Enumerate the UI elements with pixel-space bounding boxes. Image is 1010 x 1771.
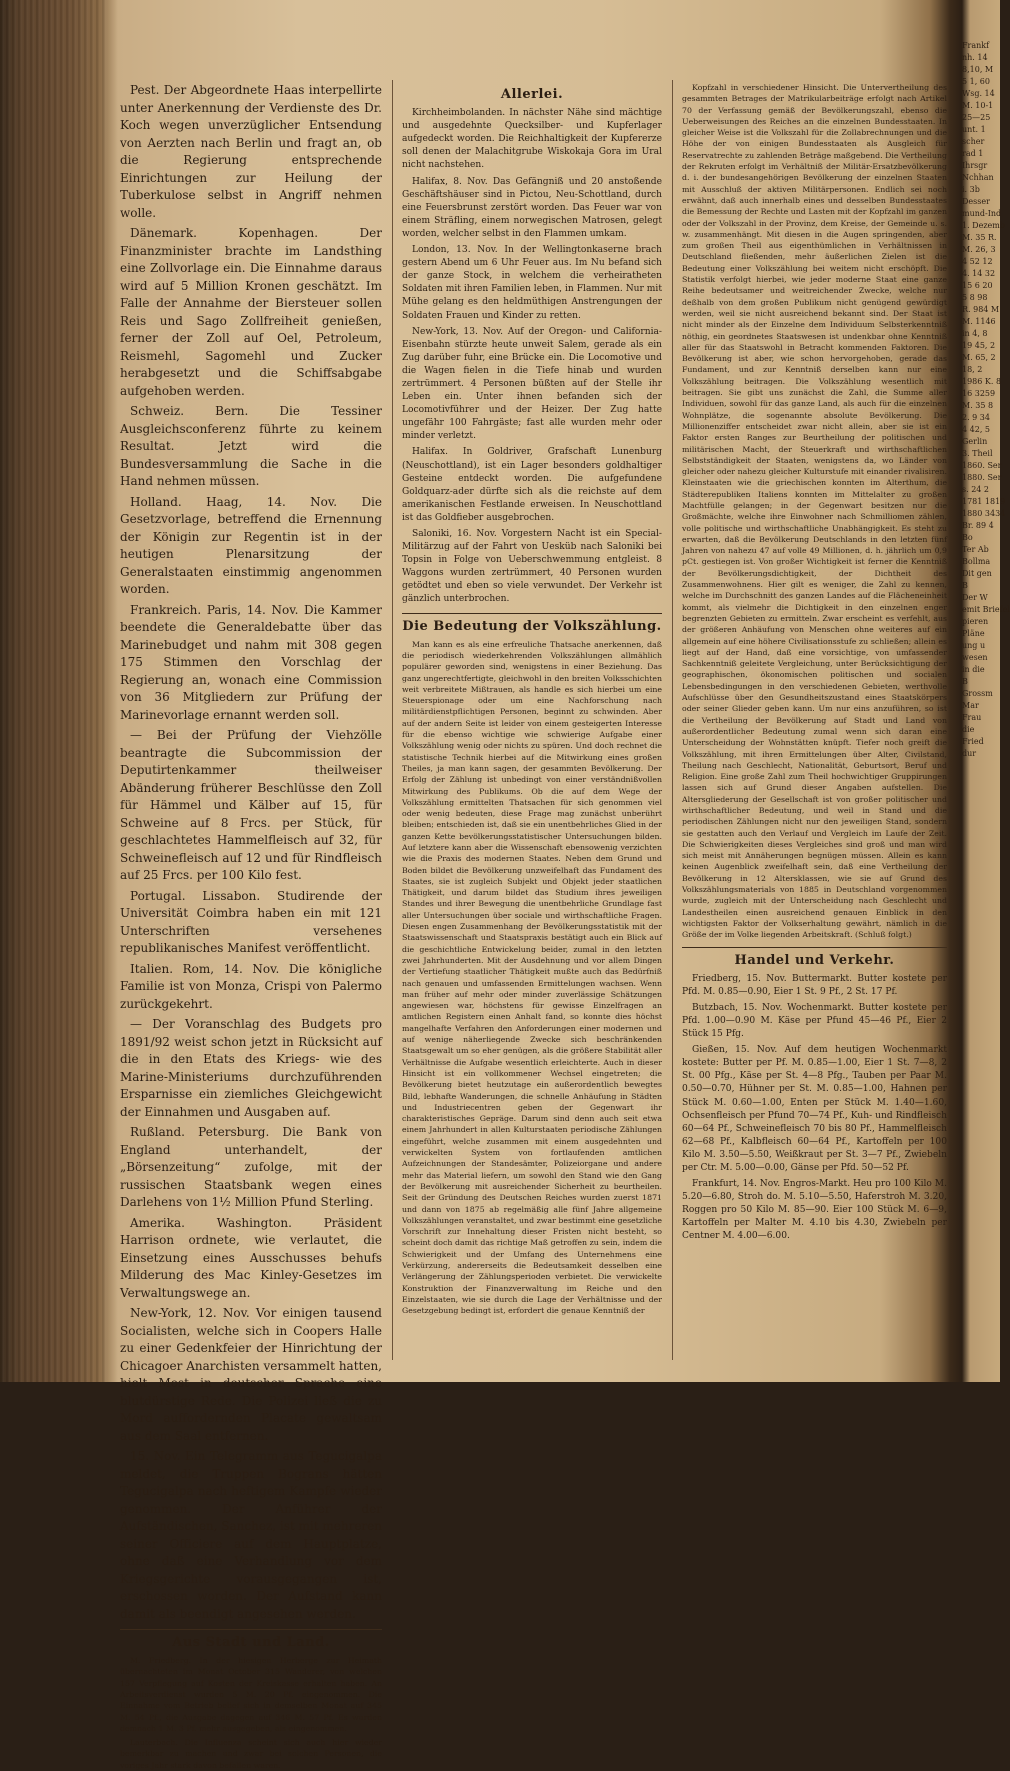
fragment-line: 19 45, 2 — [962, 341, 996, 350]
fragment-line: M. 35 R. — [962, 233, 997, 242]
politics-news — [120, 82, 382, 1623]
miscellany-news — [402, 107, 662, 606]
fragment-line: mund-Ind — [962, 209, 1002, 218]
paragraph: Gießen, 15. Nov. Auf dem heutigen Wochenmarkt kostete: Butter per Pf. M. 0.85—1.00, Eier 1 St. 7—8, 2 St. 00 Pfg., Käse per St. 4—8 Pfg., Tauben per Paar M. 0.50—0.70, Hühner per St. M. 0.85—1.00, Hahnen per Stück M. 0.60—1.00, Enten per Stück M. 1.40—1.60, Ochsenfleisch per Pfund 70—74 Pf., Kuh- und Rindfleisch 60—64 Pf., Schweinefleisch 70 bis 80 Pf., Hammelfleisch 62—68 Pf., Kalbfleisch 60—64 Pf., Kartoffeln per 100 Kilo M. 3.50—5.50, Weißkraut per St. 3—7 Pf., Zwiebeln per Ctr. M. 5.00—0.00, Gänse per Pfd. 50—52 Pf. — [682, 1045, 947, 1173]
paragraph: — Bei der Prüfung der Viehzölle beantragte die Subcommission der Deputirtenkammer theilweiser Abänderung früherer Beschlüsse den Zoll für Hämmel und Kälber auf 15, für Schweine auf 8 Frcs. per Stück, für geschlachtetes Hammelfleisch auf 32, für Schweinefleisch auf 12 und für Rindfleisch auf 25 Frcs. per 100 Kilo fest. — [120, 728, 382, 882]
paragraph: Frankfurt, 14. Nov. Engros-Markt. Heu pro 100 Kilo M. 5.20—6.80, Stroh do. M. 5.10—5.50, Haferstroh M. 3.20, Roggen pro 50 Kilo M. 85—90. Eier 100 Stück M. 6—9, Kartoffeln per Malter M. 4.10 bis 4.30, Zwiebeln per Centner M. 4.00—6.00. — [682, 1179, 947, 1242]
census-article — [402, 639, 662, 1317]
fragment-line: 1781 1819 — [962, 497, 1006, 506]
paragraph: Butzbach, 15. Nov. Wochenmarkt. Butter kostete per Pfd. 1.00—0.90 M. Käse per Pfund 45—46 Pf., Eier 2 Stück 15 Pfg. — [682, 1002, 947, 1040]
fragment-line: 1860. Ser — [962, 461, 1002, 470]
market-reports — [682, 973, 947, 1244]
local-news — [120, 1655, 382, 1771]
fragment-line: 16 3259 — [962, 389, 996, 398]
paragraph: Friedberg, 15. Nov. Buttermarkt. Butter kostete per Pfd. M. 0.85—0.90, Eier 1 St. 9 Pf., 2 St. 17 Pf. — [682, 973, 947, 997]
book-binding — [0, 0, 108, 1382]
fragment-line: pieren — [962, 617, 989, 626]
fragment-line: 4. 14 32 — [962, 269, 996, 278]
census-article-continued — [682, 82, 947, 941]
fragment-line: M. 26, 3 — [962, 245, 996, 254]
paragraph: New-York, 12. Nov. Vor einigen tausend Socialisten, welche sich in Coopers Halle zu einer Gedenkfeier der Hinrichtung der Chicagoer Anarchisten versammelt hatten, hielt Most in deutscher Sprache eine blutdürstige Rede. Die Polizei ließ die zu Mord auffordernden Placate gewaltsam aus dem Saal entfernen. — [120, 1306, 382, 1443]
fragment-line: M. 10-1 — [962, 101, 994, 110]
paragraph: Kopfzahl in verschiedener Hinsicht. Die Untervertheilung des gesammten Betrages der Matrikularbeiträge erfolgt nach Artikel 70 der Verfassung gemäß der Bevölkerungszahl, ebenso die Ueberweisungen des Reiches an die einzelnen Bundesstaaten. In gleicher Weise ist die Volkszahl für die Zollabrechnungen und die Höhe der von einigen Bundesstaaten als Ausgleich für Reservatrechte zu zahlenden Beträge maßgebend. Die Vertheilung der Rekruten erfolgt im Verhältniß der Militär-Ersatzbevölkerung d. i. der bundesangehörigen Bevölkerung der einzelnen Staaten mit Ausschluß der aktiven Militärpersonen. Endlich sei noch erwähnt, daß auch innerhalb eines und desselben Bundesstaates die Bemessung der Rechte und Lasten mit der Kopfzahl im ganzen oder der Volkszahl in der Provinz, dem Kreise, der Gemeinde u. s. w. zusammenhängt. Mit diesen in die Augen springenden, aber zum großen Theil aus eigenthümlichen in Verhältnissen in Deutschland fließenden, mehr äußerlichen Zielen ist die Bedeutung einer Volkszählung bei weitem nicht erschöpft. Die Statistik verfolgt hierbei, wie jeder moderne Staat eine ganze Reihe bedeutsamer und weitreichender Zwecke, welche nur deßhalb von dem großen Publikum nicht genügend gewürdigt werden, weil sie nicht ausreichend bekannt sind. Der Staat ist nicht minder als der Einzelne dem Individuum Selbsterkenntniß nöthig, ein geordnetes Staatswesen ist undenkbar ohne Kenntniß aller für das Staatswohl in Betracht kommenden Faktoren. Die Bevölkerung ist aber, wie schon hervorgehoben, gerade das Fundament, und zur Kenntniß derselben kann nur eine Volkszählung beitragen. Die Volkszählung wesentlich mit beitragen. Sie gibt uns zunächst die Zahl, die Summe aller Individuen, sowohl für das ganze Land, als auch für die einzelnen Wohnplätze, die sogenannte absolute Bevölkerung. Die Millionenziffer entscheidet zwar nicht allein, aber sie ist ein Faktor ersten Ranges zur Beurtheilung der politischen und militärischen Macht, der Steuerkraft und wirthschaftlichen Selbstständigkeit der Staaten, wenigstens da, wo Länder von gleicher oder nahezu gleicher Kulturstufe mit einander rivalisiren. Kleinstaaten wie die griechischen konnten im Alterthum, die Städterepubliken Italiens konnten im Mittelalter zu großen Machtfülle gelangen; in der Gegenwart besitzen nur die Großmächte, welche ihre Einwohner nach Schmilliomen zählen, volle politische und wirthschaftliche Unabhängigkeit. Es steht zu erwarten, daß die Bevölkerung Deutschlands in den letzten fünf Jahren von nahezu 47 auf volle 49 Millionen, d. h. jährlich um 0,9 pCt. gestiegen ist. Von großer Wichtigkeit ist ferner die Kenntniß der Bevölkerungsdichtigkeit, der Dichtheit des Zusammenwohnens. Hier gilt es weniger, die Zahl zu kennen, welche im Durchschnitt des ganzen Landes auf die Flächeneinheit kommt, als vielmehr die Dichtigkeit in den einzelnen enger begrenzten Gebieten zu ermitteln. Zwar erscheint es verfehlt, aus der größeren Anhäufung von Menschen ohne weiteres auf ein allgemein auf eine höhere Civilisationsstufe zu schließen; allein es liegt auf der Hand, daß eine vorsichtige, von umfassender Sachkenntniß geleitete Vergleichung, unter Berücksichtigung der geographischen, ökonomischen politischen und socialen Lebensbedingungen in den verschiedenen Gebieten, werthvolle Aufschlüsse über den Gesundheitszustand eines Staatskörpers oder seiner Glieder geben kann. Um nur eins anzuführen, so ist die Vertheilung der Bevölkerung auf Stadt und Land von außerordentlicher Bedeutung zumal wenn sich daran eine Unterscheidung der Wohnstätten knüpft. Tiefer noch greift die Volkszählung, mit ihren Ermittelungen über Alter, Civilstand, Theilung nach Geschlecht, Nationalität, Geburtsort, Beruf und Religion. Eine große Zahl zum Theil hochwichtiger Gruppirungen lassen sich auf Grund dieser Angaben aufstellen. Die Altersgliederung der Gesellschaft ist von großer politischer und wirthschaftlicher Bedeutung, und weil in Stand und die periodischen Zählungen nicht nur den jeweiligen Stand, sondern sie gestatten auch den Verlauf und Vergleich im Laufe der Zeit. Die Schwierigkeiten dieses Vergleiches sind groß und man wird sich meist mit Annäherungen begnügen müssen. Allein es kann keinen Augenblick zweifelhaft sein, daß eine Vertheilung der Bevölkerung in 12 Altersklassen, wie sie auf Grund des Volkszählungsmaterials von 1885 in Deutschland vorgenommen wurde, zugleich mit der Unterscheidung nach Geschlecht und Landestheilen einen ausreichend genauen Einblick in den wichtigsten Faktor der Volkserhaltung gewährt, nämlich in die Größe der im Volke liegenden Arbeitskraft. (Schluß folgt.) — [682, 83, 947, 940]
fragment-line: B — [962, 677, 968, 686]
fragment-line: Ihrsgr — [962, 161, 988, 170]
fragment-line: in die — [962, 665, 985, 674]
fragment-line: 5 1, 60 — [962, 77, 990, 86]
adjacent-page-fragment — [962, 40, 1010, 1382]
fragment-line: Ter Ab — [962, 545, 989, 554]
newspaper-page — [112, 70, 950, 1770]
fragment-line: dur — [962, 749, 977, 758]
fragment-line: R. 984 M — [962, 305, 1000, 314]
section-divider — [682, 947, 947, 948]
paragraph: Lauterbach. Die Influenza scheint sich auch hier wieder bemerkbar zu machen und zwar bei solchen Personen, die voriges Jahr stark davon befallen waren. — [120, 1738, 382, 1770]
fragment-line: Pläne — [962, 629, 985, 638]
column-census-trade — [682, 82, 947, 1368]
fragment-line: 1880 3434 — [962, 509, 1006, 518]
fragment-line: die — [962, 725, 975, 734]
fragment-line: Der W — [962, 593, 988, 602]
paragraph: Amerika. Washington. Präsident Harrison ordnete, wie verlautet, die Einsetzung eines Ausschusses behufs Milderung des Mac Kinley-Gesetzes im Verwaltungswege an. — [120, 1215, 382, 1300]
fragment-line: Frankf — [962, 41, 990, 50]
fragment-line: 3. Theil — [962, 449, 993, 458]
paragraph: Dänemark. Kopenhagen. Der Finanzminister brachte im Landsthing eine Zollvorlage ein. Die Einnahme daraus wird auf 5 Million Kronen geschätzt. Im Falle der Annahme der Biersteuer sollen Reis und Sago Zollfreiheit genießen, ferner der Zoll auf Oel, Petroleum, Reismehl, Sagomehl und Zucker herabgesetzt und die Schiffsabgabe aufgehoben werden. — [120, 226, 382, 398]
column-rule — [672, 80, 673, 1360]
paragraph: Schweiz. Bern. Die Tessiner Ausgleichsconferenz führte zu keinem Resultat. Jetzt wird die Bundesversammlung die Sache in die Hand nehmen müssen. — [120, 404, 382, 488]
fragment-line: 5 8 98 — [962, 293, 988, 302]
fragment-line: 1880. Ser — [962, 473, 1002, 482]
fragment-line: Br. 89 4 — [962, 521, 994, 530]
paragraph: 15. Nov. Ein Telegramm aus Tegucigalpa meldet, die Truppen Bograns hätten Tegucigalpa nach heftigem Kampfe wieder genommen. Der Anführer der Aufständischen, Sanchez, ist mit mehreren seiner Officiere auf dem Hauptplatze, ohne daß eine Verhandlung vor dem Kriegsgerichte vorausgegangen ist, erschossen worden. Der Aufstand kann damit als beendigt angesehen werden. — [120, 1449, 382, 1621]
fragment-line: Wsg. 14 — [962, 89, 995, 98]
paragraph: New-York, 13. Nov. Auf der Oregon- und California-Eisenbahn stürzte heute unweit Salem, gerade als ein Zug darüber fuhr, eine Brücke ein. Die Locomotive und die Wagen fielen in die Tiefe hinab und wurden zertrümmert. 4 Personen büßten auf der Stelle ihr Leben ein. Unter ihnen befanden sich der Locomotivführer und der Heizer. Der Zug hatte ungefähr 100 Fahrgäste; fast alle wurden mehr oder minder verletzt. — [402, 326, 662, 442]
fragment-line: 1986 K. 8 — [962, 377, 1002, 386]
paragraph: Halifax. In Goldriver, Grafschaft Lunenburg (Neuschottland), ist ein Lager besonders goldhaltiger Gesteine entdeckt worden. Die aufgefundene Goldquarz-ader dürfte sich als die reichste auf dem amerikanischen Festlande erweisen. In Neuschottland ist das Goldfieber ausgebrochen. — [402, 447, 662, 523]
fragment-line: Frau — [962, 713, 982, 722]
fragment-line: Mar — [962, 701, 979, 710]
fragment-line: B — [962, 581, 968, 590]
fragment-line: 15 6 20 — [962, 281, 993, 290]
fragment-line: s. 24 2 — [962, 485, 990, 494]
fragment-line: 25—25 — [962, 113, 991, 122]
fragment-line: 2. 9 34 — [962, 413, 990, 422]
column-rule — [392, 80, 393, 1360]
fragment-line: Bo — [962, 533, 973, 542]
fragment-line: 4 42, 5 — [962, 425, 990, 434]
heading-trade: Handel und Verkehr. — [734, 952, 895, 968]
paragraph: M. Friedberg. In der hiesigen Herberge zur Heimath übernachteten im Monat October 315 Wanderer, von welchen 157 Verpflegung auf Kosten der Kreiskasse erhalten haben. An Arbeitsverdienst wurden 5 M. 20 Pf. eingenommen. Die Einnahme vom Betrieb belief sich in demselben Monat auf 345 M. 54 Pf., die Ausgabe dagegen auf 346 M. 57 Pf. Es wurden demnach 1 M. 3 Pf. mehr ausgegeben, als eingenommen. — [120, 1656, 382, 1733]
paragraph: Portugal. Lissabon. Studirende der Universität Coimbra haben ein mit 121 Unterschriften versehenes republikanisches Manifest veröffentlicht. — [120, 888, 382, 955]
fragment-line: Fried — [962, 737, 984, 746]
fragment-line: 4 52 12 — [962, 257, 993, 266]
fragment-line: scher — [962, 137, 985, 146]
paragraph: Man kann es als eine erfreuliche Thatsache anerkennen, daß die periodisch wiederkehrenden Volkszählungen allmählich populärer geworden sind, wenigstens in einer Beziehung. Das ganz ungerechtfertigte, gleichwohl in den breiten Volksschichten weit verbreitete Mißtrauen, als handle es sich hierbei um eine Steuerspionage oder um eine Nachforschung nach militärdienstpflichtigen Personen, beginnt zu schwinden. Aber auf der andern Seite ist leider von einem gesteigerten Interesse für die ebenso wichtige wie schwierige Aufgabe einer Volkszählung wenig oder nichts zu spüren. Und doch rechnet die statistische Technik hierbei auf die Mitwirkung eines großen Theiles, ja man kann sagen, der gesammten Bevölkerung. Der Erfolg der Zählung ist unbedingt von einer verständnißvollen Mitwirkung des Publikums. Ob die auf dem Wege der Volkszählung ermittelten Thatsachen für sich genommen viel oder wenig bedeuten, diese Frage mag zunächst unberührt bleiben; entschieden ist, daß sie ein unentbehrliches Glied in der ganzen Kette bevölkerungsstatistischer Untersuchungen bilden. Auf letztere kann aber die Wissenschaft ebensowenig verzichten wie die Praxis des modernen Staates. Neben dem Grund und Boden bildet die Bevölkerung unzweifelhaft das Fundament des Staates, sie ist zugleich Subjekt und Objekt jeder staatlichen Thätigkeit, und darum bildet das Studium ihres jeweiligen Standes und ihrer Bewegung die unentbehrliche Grundlage fast aller Untersuchungen über sociale und wirthschaftliche Fragen. Diesen engen Zusammenhang der Bevölkerungsstatistik mit der Staatswissenschaft und Staatspraxis bestätigt auch ein Blick auf die geschichtliche Entwickelung beider, zumal in den letzten zwei Jahrhunderten. Mit der Ausdehnung und vor allem Dingen der Vertiefung staatlicher Thätigkeit mußte auch das Bedürfniß nach genauen und umfassenden Ermittelungen wachsen. Wenn man früher auf mehr oder minder zuverlässige Schätzungen angewiesen war, höchstens für gewisse Einzelfragen an amtlichen Registern einen Anhalt fand, so konnte dies höchst mangelhafte Verfahren den Anforderungen einer modernen und auf wenige näherliegende Zwecke sich beschränkenden Staatsgewalt um so eher genügen, als die größere Stabilität aller Verhältnisse die Aufgabe wesentlich erleichterte. Auch in dieser Hinsicht ist ein vollkommener Wechsel eingetreten; die Bevölkerung bietet heutzutage ein außerordentlich bewegtes Bild, lebhafte Wanderungen, die schnelle Anhäufung in Städten und Industriecentren geben der Gegenwart ihr charakteristisches Gepräge. Darum sind denn auch seit etwa einem Jahrhundert in allen Kulturstaaten periodische Zählungen eingeführt, welche zusammen mit einem ausgedehnten und verwickelten System von fortlaufenden amtlichen Aufzeichnungen der Standesämter, Polizeiorgane und andere mehr das Material liefern, um sowohl den Stand wie den Gang der Bevölkerung mit ausreichender Sicherheit zu beurtheilen. Seit der Gründung des Deutschen Reiches wurden zuerst 1871 und dann von 1875 ab regelmäßig alle fünf Jahre allgemeine Volkszählungen veranstaltet, und zwar bestimmt eine gesetzliche Vorschrift zur Innehaltung dieser Fristen nicht besteht, so scheint doch damit das richtige Maß getroffen zu sein, indem die Schwierigkeit und der Umfang des Unternehmens eine Verkürzung, andererseits die Bedeutsamkeit desselben eine Verlängerung der Zählungsperioden verbietet. Die verwickelte Konstruktion der Finanzverwaltung im Reiche und den Einzelstaaten, wie sie durch die Lage der Verhältnisse und der Gesetzgebung bedingt ist, erfordert die genaue Kenntniß der — [402, 639, 662, 1316]
fragment-line: M. 1146 — [962, 317, 996, 326]
fragment-line: Bollma — [962, 557, 991, 566]
section-divider — [120, 1629, 382, 1630]
fragment-line: wesen — [962, 653, 988, 662]
fragment-line: rad 1 — [962, 149, 984, 158]
heading-census: Die Bedeutung der Volkszählung. — [402, 618, 662, 634]
paragraph: — Der Voranschlag des Budgets pro 1891/92 weist schon jetzt in Rücksicht auf die in den Etats des Kriegs- wie des Marine-Ministeriums durchzuführenden Ersparnisse ein ziemliches Gleichgewicht der Einnahmen und Ausgaben auf. — [120, 1017, 382, 1119]
paragraph: Saloniki, 16. Nov. Vorgestern Nacht ist ein Special-Militärzug auf der Fahrt von Uesküb nach Saloniki bei Topsin in Folge von Ueberschwemmung entgleist. 8 Waggons wurden zertrümmert, 40 Personen wurden getödtet und eben so viele verwundet. Der Verkehr ist gänzlich unterbrochen. — [402, 529, 662, 605]
fragment-line: Grossm — [962, 689, 993, 698]
fragment-line: 18, 2 — [962, 365, 983, 374]
fragment-line: unt. 1 — [962, 125, 986, 134]
paragraph: Kirchheimbolanden. In nächster Nähe sind mächtige und ausgedehnte Quecksilber- und Kupferlager aufgedeckt worden. Die Reichhaltigkeit der Kupfererze soll denen der Malachitgrube Wiskokaja Gora im Ural nicht nachstehen. — [402, 108, 662, 171]
fragment-line: ung u — [962, 641, 986, 650]
fragment-line: nh. 14 — [962, 53, 988, 62]
fragment-line: i. 3b — [962, 185, 980, 194]
paragraph: London, 13. Nov. In der Wellingtonkaserne brach gestern Abend um 6 Uhr Feuer aus. Im Nu befand sich der ganze Stock, in welchem die verheiratheten Soldaten mit ihren Familien leben, in Flammen. Nur mit Mühe gelang es den heldmüthigen Anstrengungen der Soldaten Frauen und Kinder zu retten. — [402, 245, 662, 321]
paragraph: Holland. Haag, 14. Nov. Die Gesetzvorlage, betreffend die Ernennung der Königin zur Regentin ist in der heutigen Plenarsitzung der Generalstaaten einstimmig angenommen worden. — [120, 494, 382, 596]
paragraph: Italien. Rom, 14. Nov. Die königliche Familie ist von Monza, Crispi von Palermo zurückgekehrt. — [120, 961, 382, 1011]
fragment-line: in 4, 8 — [962, 329, 988, 338]
fragment-line: Nchhan — [962, 173, 994, 182]
fragment-line: 1. Dezemb — [962, 221, 1005, 230]
paragraph: Frankreich. Paris, 14. Nov. Die Kammer beendete die Generaldebatte über das Marinebudget und nahm mit 308 gegen 175 Stimmen den Vorschlag der Regierung an, wonach eine Commission von 36 Mitgliedern zur Prüfung der Marinevorlage ernannt werden soll. — [120, 602, 382, 722]
fragment-line: 8,10, M — [962, 65, 994, 74]
fragment-line: M. 35 8 — [962, 401, 994, 410]
column-politics — [120, 82, 382, 1770]
paragraph: Rußland. Petersburg. Die Bank von England unterhandelt, der „Börsenzeitung“ zufolge, mit der russischen Staatsbank wegen eines Darlehens von 1½ Million Pfund Sterling. — [120, 1125, 382, 1209]
fragment-line: Desser — [962, 197, 990, 206]
fragment-line: Gerlin — [962, 437, 988, 446]
heading-miscellany: Allerlei. — [500, 87, 564, 102]
paragraph: Pest. Der Abgeordnete Haas interpellirte unter Anerkennung der Verdienste des Dr. Koch wegen unverzüglicher Entsendung von Aerzten nach Berlin und fragt an, ob die Regierung entsprechende Einrichtungen zur Heilung der Tuberkulose selbst in Angriff nehmen wolle. — [120, 83, 382, 220]
heading-local-news: Aus Stadt und Land. — [172, 1635, 330, 1650]
fragment-line: Dit gen — [962, 569, 992, 578]
column-misc — [402, 82, 662, 1368]
paragraph: Halifax, 8. Nov. Das Gefängniß und 20 anstoßende Geschäftshäuser sind in Pictou, Neu-Schottland, durch eine Feuersbrunst zerstört worden. Das Feuer war von einem Sträfling, einem norwegischen Matrosen, gelegt worden, welcher selbst in den Flammen umkam. — [402, 176, 662, 239]
section-divider — [402, 613, 662, 614]
fragment-line: M. 65, 2 — [962, 353, 996, 362]
fragment-line: emit Briefel — [962, 605, 1010, 614]
